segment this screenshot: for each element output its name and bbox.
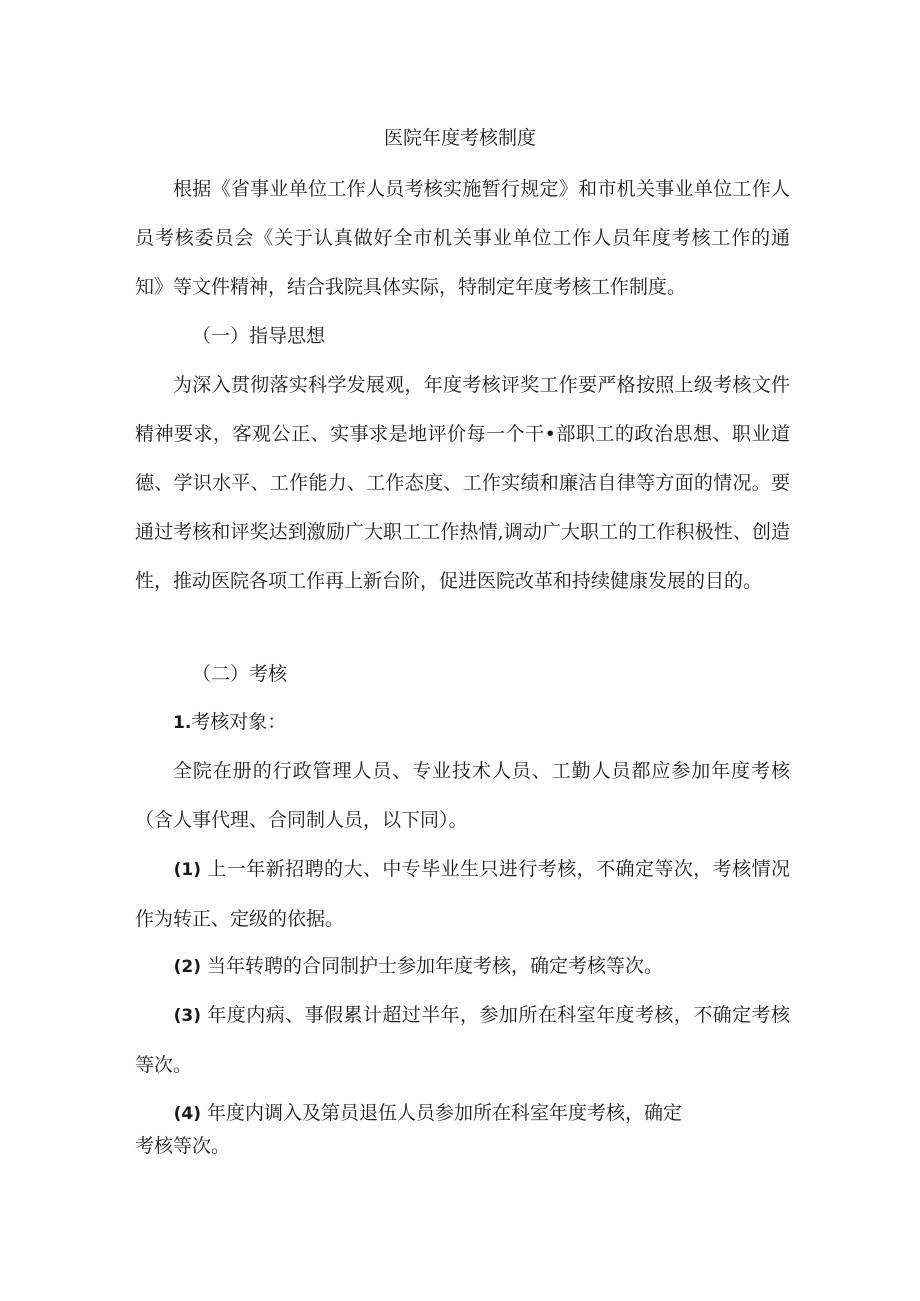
list-item xyxy=(135,942,790,992)
list-item xyxy=(135,845,790,944)
item-text: 年度内调入及第员退伍人员参加所在科室年度考核，确定 xyxy=(207,1102,683,1124)
section1-heading: （一）指导思想 xyxy=(192,325,326,347)
item-number: (4) xyxy=(173,1104,201,1124)
item-text: 上一年新招聘的大、中专毕业生只进行考核，不确定等次，考核情况作为转正、定级的依据。 xyxy=(135,858,790,930)
sub-heading-1 xyxy=(135,698,790,748)
item-text: 年度内病、事假累计超过半年，参加所在科室年度考核，不确定考核等次。 xyxy=(135,1004,790,1076)
item-number: (3) xyxy=(173,1006,201,1026)
intro-paragraph: 根据《省事业单位工作人员考核实施暂行规定》和市机关事业单位工作人员考核委员会《关于认真做好全市机关事业单位工作人员年度考核工作的通知》等文件精神，结合我院具体实际，特制定年度考核工作制度。 xyxy=(135,178,790,298)
sub-heading-label: 考核对象： xyxy=(191,711,287,733)
list-item-continuation: 考核等次。 xyxy=(135,1135,231,1157)
item-text: 当年转聘的合同制护士参加年度考核，确定考核等次。 xyxy=(207,955,664,977)
sub-heading-number: 1. xyxy=(173,713,192,733)
list-item xyxy=(135,991,790,1090)
item-number: (2) xyxy=(173,957,201,977)
page-title: 医院年度考核制度 xyxy=(383,127,536,149)
section2-heading: （二）考核 xyxy=(192,663,288,685)
section1-body: 为深入贯彻落实科学发展观，年度考核评奖工作要严格按照上级考核文件精神要求，客观公正、实事求是地评价每一个干•部职工的政治思想、职业道德、学识水平、工作能力、工作态度、工作实绩和廉洁自律等方面的情况。要通过考核和评奖达到激励广大职工工作热情,调动广大职工的工作积极性、创造性，推动医院各项工作再上新台阶，促进医院改革和持续健康发展的目的。 xyxy=(135,374,790,592)
item-number: (1) xyxy=(173,860,201,880)
section2-body: 全院在册的行政管理人员、专业技术人员、工勤人员都应参加年度考核（含人事代理、合同制人员，以下同）。 xyxy=(135,760,790,831)
